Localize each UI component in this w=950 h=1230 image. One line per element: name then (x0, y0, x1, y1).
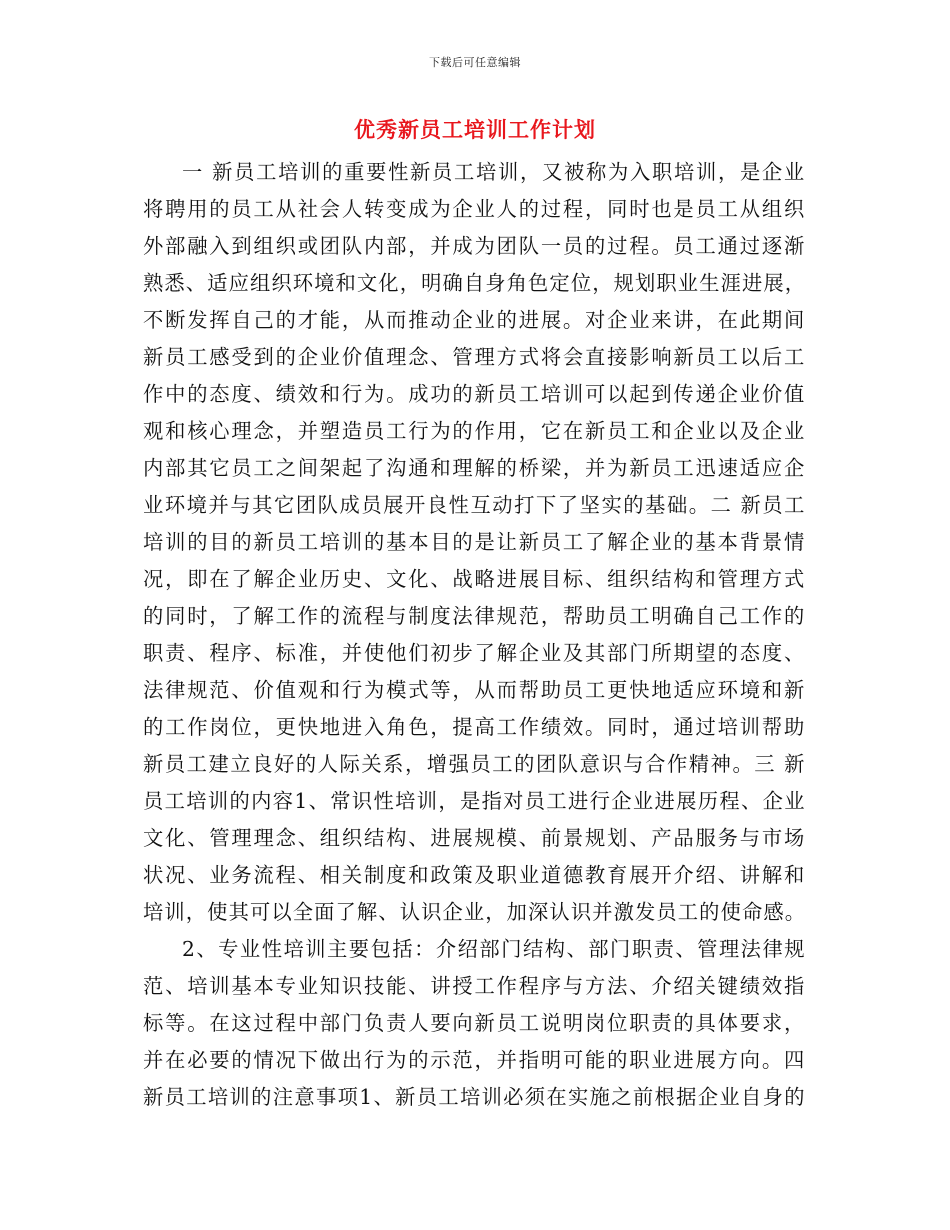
body-line: 新员工建立良好的人际关系，增强员工的团队意识与合作精神。三 新 (143, 752, 806, 776)
body-line: 内部其它员工之间架起了沟通和理解的桥梁，并为新员工迅速适应企 (143, 456, 807, 480)
body-line: 作中的态度、绩效和行为。成功的新员工培训可以起到传递企业价值 (143, 382, 807, 406)
body-line: 的同时，了解工作的流程与制度法律规范，帮助员工明确自己工作的 (143, 604, 807, 628)
body-line: 将聘用的员工从社会人转变成为企业人的过程，同时也是员工从组织 (143, 197, 807, 221)
body-line: 状况、业务流程、相关制度和政策及职业道德教育展开介绍、讲解和 (143, 863, 807, 887)
body-line: 法律规范、价值观和行为模式等，从而帮助员工更快地适应环境和新 (143, 678, 807, 702)
body-line: 员工培训的内容1、常识性培训，是指对员工进行企业进展历程、企业 (143, 789, 806, 813)
body-line: 况，即在了解企业历史、文化、战略进展目标、组织结构和管理方式 (143, 567, 807, 591)
body-line: 培训的目的新员工培训的基本目的是让新员工了解企业的基本背景情 (143, 530, 807, 554)
body-line: 标等。在这过程中部门负责人要向新员工说明岗位职责的具体要求， (143, 1011, 807, 1035)
body-line: 并在必要的情况下做出行为的示范，并指明可能的职业进展方向。四 (143, 1048, 807, 1072)
body-line: 熟悉、适应组织环境和文化，明确自身角色定位，规划职业生涯进展， (143, 271, 807, 295)
header-note: 下载后可任意编辑 (429, 56, 521, 69)
body-line: 范、培训基本专业知识技能、讲授工作程序与方法、介绍关键绩效指 (143, 974, 807, 998)
body-line: 2、专业性培训主要包括：介绍部门结构、部门职责、管理法律规 (182, 937, 806, 961)
body-line: 的工作岗位，更快地进入角色，提高工作绩效。同时，通过培训帮助 (143, 715, 807, 739)
body-line: 文化、管理理念、组织结构、进展规模、前景规划、产品服务与市场 (143, 826, 807, 850)
body-line: 新员工培训的注意事项1、新员工培训必须在实施之前根据企业自身的 (143, 1085, 806, 1109)
body-line: 一 新员工培训的重要性新员工培训，又被称为入职培训，是企业 (182, 160, 806, 184)
body-line: 观和核心理念，并塑造员工行为的作用，它在新员工和企业以及企业 (143, 419, 807, 443)
document-title: 优秀新员工培训工作计划 (354, 117, 596, 142)
body-line: 新员工感受到的企业价值理念、管理方式将会直接影响新员工以后工 (143, 345, 807, 369)
body-line: 业环境并与其它团队成员展开良性互动打下了坚实的基础。二 新员工 (143, 493, 806, 517)
body-line: 不断发挥自己的才能，从而推动企业的进展。对企业来讲，在此期间 (143, 308, 807, 332)
body-line: 外部融入到组织或团队内部，并成为团队一员的过程。员工通过逐渐 (143, 234, 807, 258)
body-line: 职责、程序、标准，并使他们初步了解企业及其部门所期望的态度、 (143, 641, 807, 665)
body-line: 培训，使其可以全面了解、认识企业，加深认识并激发员工的使命感。 (143, 900, 807, 924)
